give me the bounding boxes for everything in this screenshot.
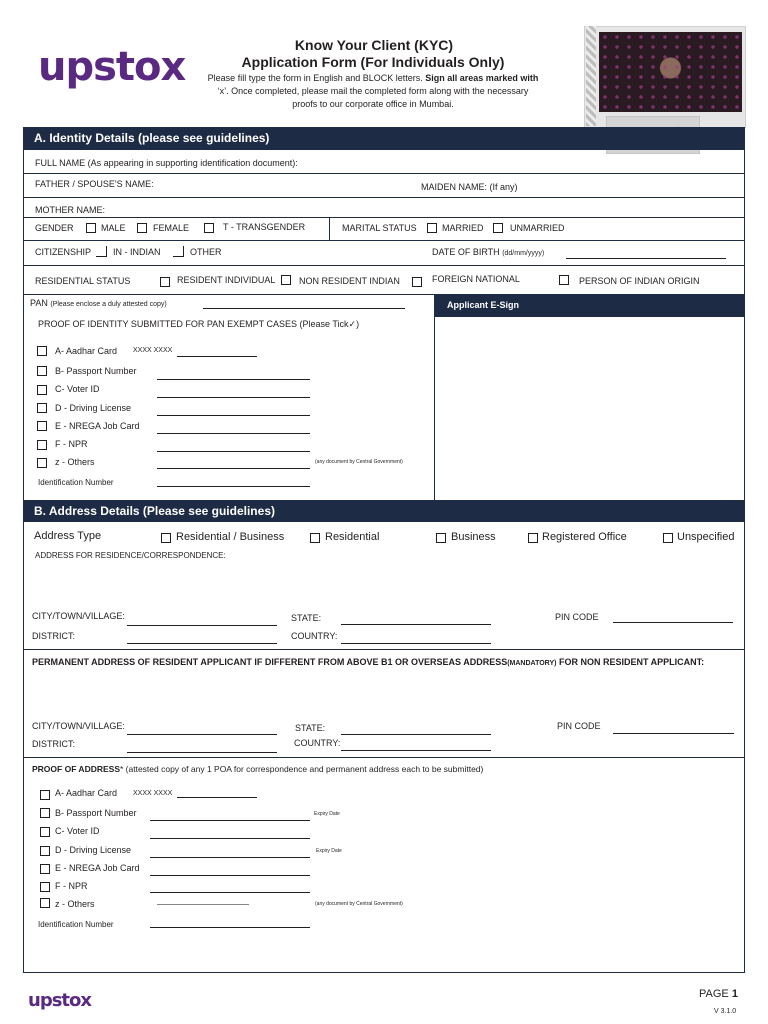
row-divider [23,197,745,198]
poa-npr-checkbox[interactable] [40,882,50,892]
person-of-indian-origin-label: PERSON OF INDIAN ORIGIN [579,276,700,286]
address-type-business-checkbox[interactable] [436,533,446,543]
corr-country-label: COUNTRY: [291,631,338,641]
poa-driving-expiry: Expiry Date [316,848,342,854]
form-subtitle: Application Form (For Individuals Only) [241,54,505,70]
address-type-unspecified-checkbox[interactable] [663,533,673,543]
perm-pin-field[interactable] [613,733,734,734]
poi-nrega-field[interactable] [157,433,310,434]
foreign-national-checkbox[interactable] [412,277,422,287]
section-b-header: B. Address Details (Please see guidelines) [23,500,745,522]
perm-country-field[interactable] [341,750,491,751]
poi-nrega-checkbox[interactable] [37,421,47,431]
poa-voter-label: C- Voter ID [55,826,100,836]
marital-unmarried-label: UNMARRIED [510,223,565,233]
marital-married-label: MARRIED [442,223,484,233]
row-divider [23,265,745,266]
address-type-residential-label: Residential [325,531,380,543]
row-divider [23,649,745,650]
poa-driving-field[interactable] [150,857,310,858]
address-for-label: ADDRESS FOR RESIDENCE/CORRESPONDENCE: [35,551,226,560]
address-type-registered-checkbox[interactable] [528,533,538,543]
upstox-logo: upstox [38,44,186,90]
poa-driving-checkbox[interactable] [40,846,50,856]
address-type-res-business-label: Residential / Business [176,531,285,543]
permanent-address-field[interactable] [30,672,738,716]
non-resident-indian-label: NON RESIDENT INDIAN [299,276,400,286]
resident-individual-checkbox[interactable] [160,277,170,287]
gender-transgender-label: T - TRANSGENDER [223,222,306,232]
poi-id-number-field[interactable] [157,486,310,487]
poi-others-field[interactable] [157,468,310,469]
marital-status-label: MARITAL STATUS [342,223,417,233]
marital-married-checkbox[interactable] [427,223,437,233]
row-divider [23,757,745,758]
poi-aadhar-label: A- Aadhar Card [55,346,118,356]
row-divider [23,173,745,174]
citizenship-other-checkbox[interactable] [173,246,184,257]
instructions-line-3: proofs to our corporate office in Mumbai. [292,99,454,109]
poa-aadhar-field[interactable] [177,797,257,798]
esign-area[interactable] [435,317,744,500]
poi-nrega-label: E - NREGA Job Card [55,421,140,431]
gender-female-label: FEMALE [153,223,190,233]
address-type-residential-checkbox[interactable] [310,533,320,543]
poa-npr-label: F - NPR [55,881,88,891]
address-type-label: Address Type [34,530,102,542]
father-spouse-label: FATHER / SPOUSE'S NAME: [35,179,154,189]
corr-city-label: CITY/TOWN/VILLAGE: [32,611,125,621]
version-label: V 3.1.0 [714,1008,737,1015]
citizenship-other-label: OTHER [190,247,222,257]
applicant-photo [599,32,742,112]
poa-driving-label: D - Driving License [55,845,132,855]
poa-nrega-field[interactable] [150,875,310,876]
poi-driving-field[interactable] [157,415,310,416]
proof-of-identity-title: PROOF OF IDENTITY SUBMITTED FOR PAN EXEMPT CASES (Please Tick✓) [38,319,360,329]
corr-pin-label: PIN CODE [555,612,599,622]
poa-voter-checkbox[interactable] [40,827,50,837]
poa-id-number-label: Identification Number [38,920,114,929]
corr-pin-field[interactable] [613,622,733,623]
poi-aadhar-checkbox[interactable] [37,346,47,356]
citizenship-label: CITIZENSHIP [35,247,92,257]
corr-country-field[interactable] [341,643,491,644]
poa-aadhar-label: A- Aadhar Card [55,788,118,798]
poi-passport-label: B- Passport Number [55,366,137,376]
form-title: Know Your Client (KYC) [294,37,454,53]
poa-passport-checkbox[interactable] [40,808,50,818]
poi-voter-field[interactable] [157,397,310,398]
poa-nrega-checkbox[interactable] [40,864,50,874]
instructions-line-2: ‘x’. Once completed, please mail the completed form along with the necessary [217,86,529,96]
photo-pattern [599,32,742,112]
poi-voter-label: C- Voter ID [55,384,100,394]
poi-voter-checkbox[interactable] [37,385,47,395]
poa-others-note: (any document by Central Government) [315,901,403,907]
poi-npr-label: F - NPR [55,439,88,449]
upstox-footer-logo: upstox [28,990,91,1011]
poi-npr-checkbox[interactable] [37,440,47,450]
esign-header: Applicant E-Sign [434,294,745,317]
gender-label: GENDER [35,223,74,233]
proof-of-address-title: PROOF OF ADDRESS* (attested copy of any 1 POA for correspondence and permanent address each to be submitted) [32,764,484,774]
poa-nrega-label: E - NREGA Job Card [55,863,140,873]
citizenship-indian-checkbox[interactable] [96,246,107,257]
poa-aadhar-checkbox[interactable] [40,790,50,800]
gender-male-checkbox[interactable] [86,223,96,233]
poa-passport-field[interactable] [150,820,310,821]
non-resident-indian-checkbox[interactable] [281,275,291,285]
full-name-label: FULL NAME (As appearing in supporting identification document): [35,158,298,168]
poa-others-field[interactable] [157,904,249,905]
pan-label: PAN (Please enclose a duly attested copy) [30,298,167,308]
gender-divider [329,217,330,240]
poa-others-label: z - Others [55,899,95,909]
corr-district-field[interactable] [127,643,277,644]
poi-passport-field[interactable] [157,379,310,380]
row-divider [23,240,745,241]
poi-others-checkbox[interactable] [37,458,47,468]
poa-passport-expiry: Expiry Date [314,811,340,817]
perm-district-label: DISTRICT: [32,739,76,749]
photo-stripe [586,26,596,126]
address-type-business-label: Business [451,531,496,543]
instructions-line-1: Please fill type the form in English and BLOCK letters. Sign all areas marked with [207,73,539,83]
corr-district-label: DISTRICT: [32,631,76,641]
perm-state-field[interactable] [341,734,491,735]
corr-state-field[interactable] [341,624,491,625]
poa-npr-field[interactable] [150,892,310,893]
dob-field[interactable] [566,258,726,259]
address-type-registered-label: Registered Office [542,531,627,543]
poa-aadhar-mask: XXXX XXXX [133,790,173,797]
residential-status-label: RESIDENTIAL STATUS [35,276,131,286]
permanent-address-label: PERMANENT ADDRESS OF RESIDENT APPLICANT IF DIFFERENT FROM ABOVE B1 OR OVERSEAS ADDRESS(MANDATORY) FOR NON RESIDENT APPLICANT: [32,657,705,667]
section-a-header: A. Identity Details (please see guidelines) [23,127,745,150]
poi-driving-label: D - Driving License [55,403,132,413]
poi-passport-checkbox[interactable] [37,366,47,376]
corr-state-label: STATE: [291,613,322,623]
resident-individual-label: RESIDENT INDIVIDUAL [177,275,276,285]
dob-label: DATE OF BIRTH (dd/mm/yyyy) [432,247,545,257]
person-of-indian-origin-checkbox[interactable] [559,275,569,285]
mother-name-label: MOTHER NAME: [35,205,106,215]
corr-city-field[interactable] [127,625,277,626]
poi-aadhar-mask: XXXX XXXX [133,347,173,354]
correspondence-address-field[interactable] [30,565,738,605]
perm-city-field[interactable] [127,734,277,735]
page-label: PAGE 1 [699,988,738,1000]
poi-npr-field[interactable] [157,451,310,452]
poa-others-checkbox[interactable] [40,898,50,908]
maiden-name-label: MAIDEN NAME: (If any) [421,182,518,192]
citizenship-indian-label: IN - INDIAN [113,247,161,257]
gender-male-label: MALE [101,223,126,233]
foreign-national-label: FOREIGN NATIONAL [432,274,520,284]
address-type-unspecified-label: Unspecified [677,531,735,543]
perm-city-label: CITY/TOWN/VILLAGE: [32,721,125,731]
pan-field[interactable] [203,308,405,309]
perm-country-label: COUNTRY: [294,738,341,748]
perm-state-label: STATE: [295,723,326,733]
marital-unmarried-checkbox[interactable] [493,223,503,233]
perm-pin-label: PIN CODE [557,721,601,731]
poi-others-note: (any document by Central Government) [315,459,403,465]
poa-id-number-field[interactable] [150,927,310,928]
address-type-res-business-checkbox[interactable] [161,533,171,543]
gender-transgender-checkbox[interactable] [204,223,214,233]
poa-voter-field[interactable] [150,838,310,839]
poi-aadhar-field[interactable] [177,356,257,357]
perm-district-field[interactable] [127,752,277,753]
poi-others-label: z - Others [55,457,95,467]
poi-driving-checkbox[interactable] [37,403,47,413]
gender-female-checkbox[interactable] [137,223,147,233]
row-divider [23,217,745,218]
poa-passport-label: B- Passport Number [55,808,137,818]
poi-id-number-label: Identification Number [38,478,114,487]
